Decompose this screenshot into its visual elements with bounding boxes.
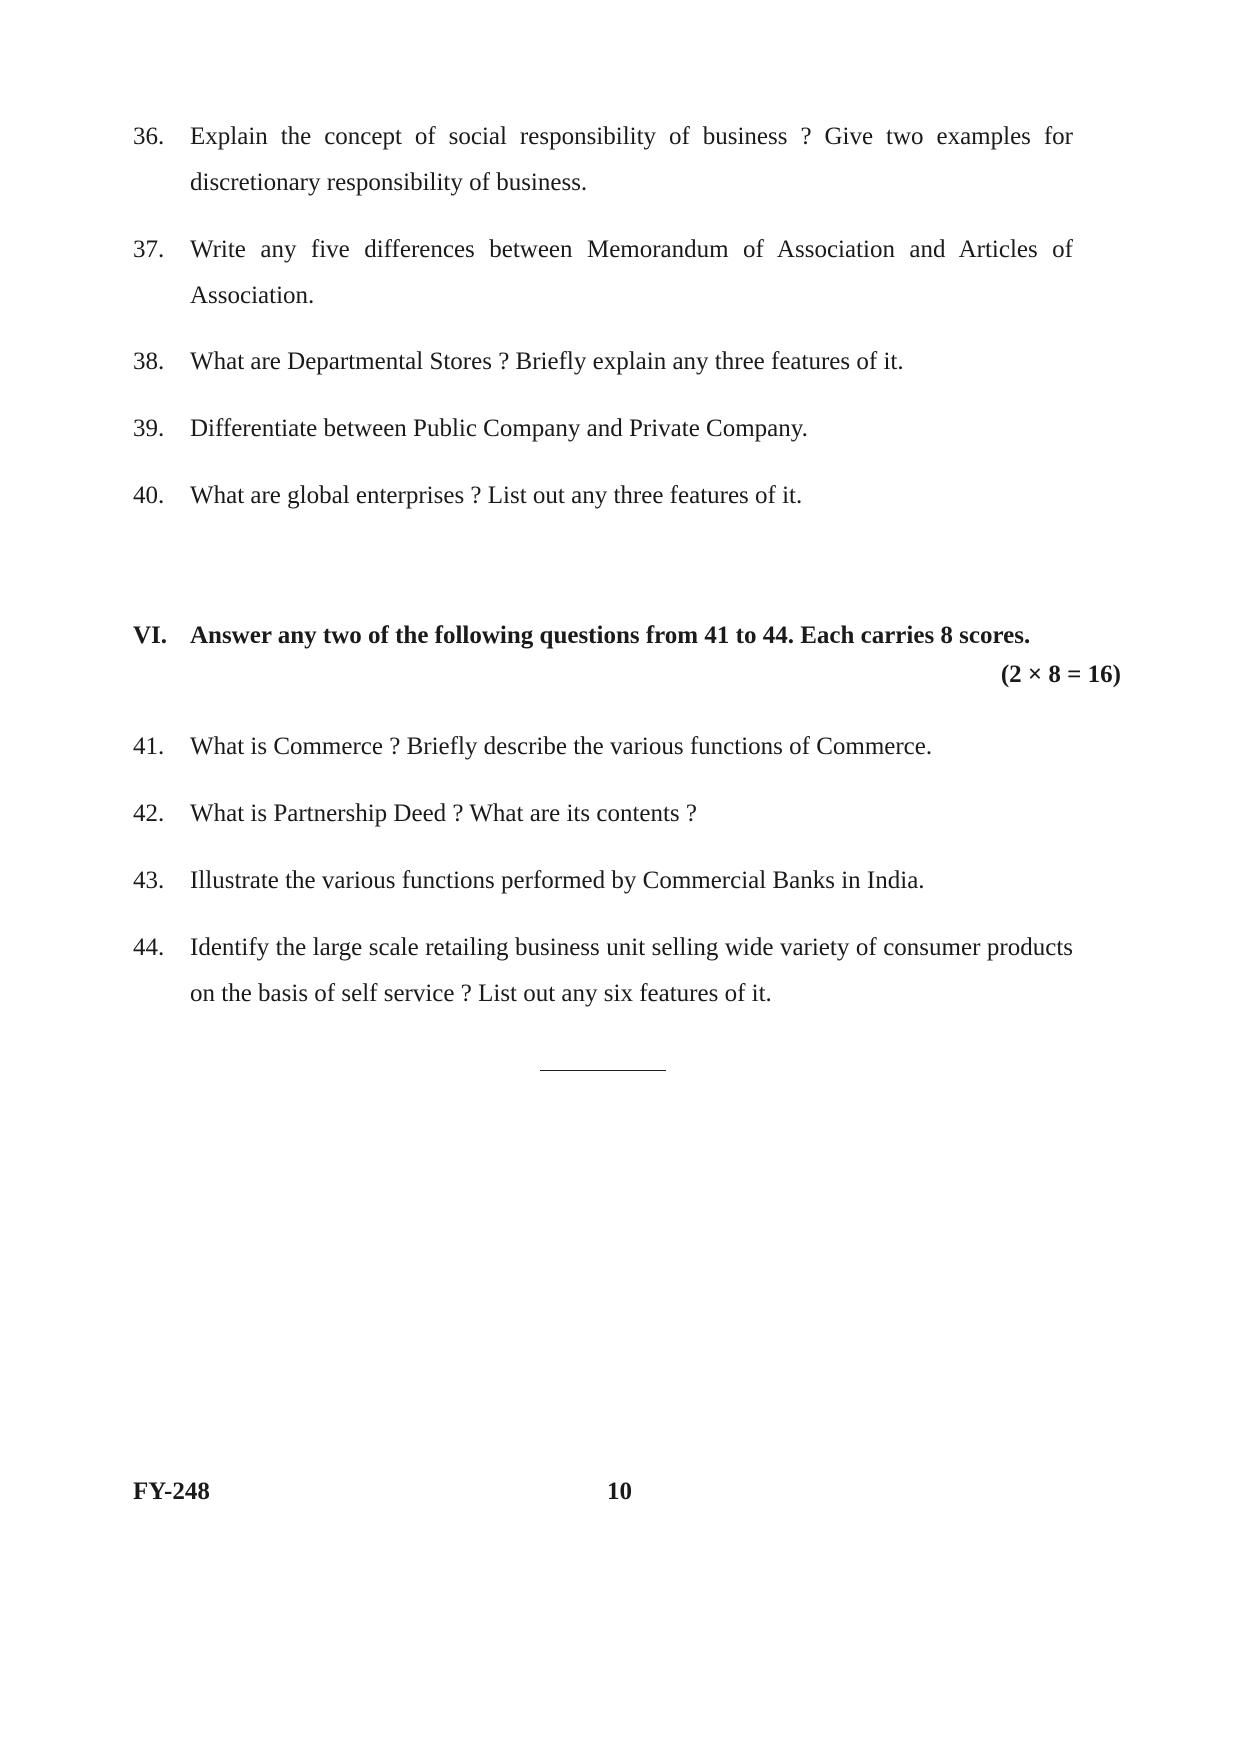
question-44 — [133, 925, 1073, 1017]
question-number: 41. — [133, 733, 165, 760]
question-number: 43. — [133, 867, 165, 894]
question-text: What is Commerce ? Briefly describe the various functions of Commerce. — [190, 733, 933, 760]
section-instruction: Answer any two of the following questions from 41 to 44. Each carries 8 scores. — [190, 622, 1031, 649]
question-number: 38. — [133, 348, 165, 375]
question-text: What are global enterprises ? List out any three features of it. — [190, 482, 803, 509]
question-number: 36. — [133, 123, 165, 150]
question-text: What is Partnership Deed ? What are its contents ? — [190, 800, 698, 827]
section-marks: (2 × 8 = 16) — [1000, 661, 1121, 688]
question-number: 44. — [133, 934, 165, 961]
end-rule — [540, 1070, 666, 1071]
question-37 — [133, 227, 1073, 319]
question-text: Illustrate the various functions performed by Commercial Banks in India. — [190, 867, 925, 894]
question-41 — [133, 724, 1073, 770]
question-text: Identify the large scale retailing business unit selling wide variety of consumer products on the basis of self service ? List out any six features of it. — [190, 934, 1073, 1007]
question-text: Write any five differences between Memorandum of Association and Articles of Association. — [190, 236, 1073, 309]
question-number: 42. — [133, 800, 165, 827]
paper-code: FY-248 — [133, 1478, 210, 1505]
question-36 — [133, 114, 1073, 206]
question-number: 37. — [133, 236, 165, 263]
question-number: 39. — [133, 415, 165, 442]
section-heading — [133, 612, 1073, 660]
question-38 — [133, 339, 1073, 385]
question-text: What are Departmental Stores ? Briefly explain any three features of it. — [190, 348, 904, 375]
page-number: 10 — [607, 1478, 632, 1505]
question-40 — [133, 473, 1073, 519]
question-39 — [133, 406, 1073, 452]
question-text: Explain the concept of social responsibility of business ? Give two examples for discretionary responsibility of business. — [190, 123, 1073, 196]
question-text: Differentiate between Public Company and Private Company. — [190, 415, 808, 442]
question-number: 40. — [133, 482, 165, 509]
question-43 — [133, 858, 1073, 904]
section-number: VI. — [133, 622, 168, 649]
question-42 — [133, 791, 1073, 837]
